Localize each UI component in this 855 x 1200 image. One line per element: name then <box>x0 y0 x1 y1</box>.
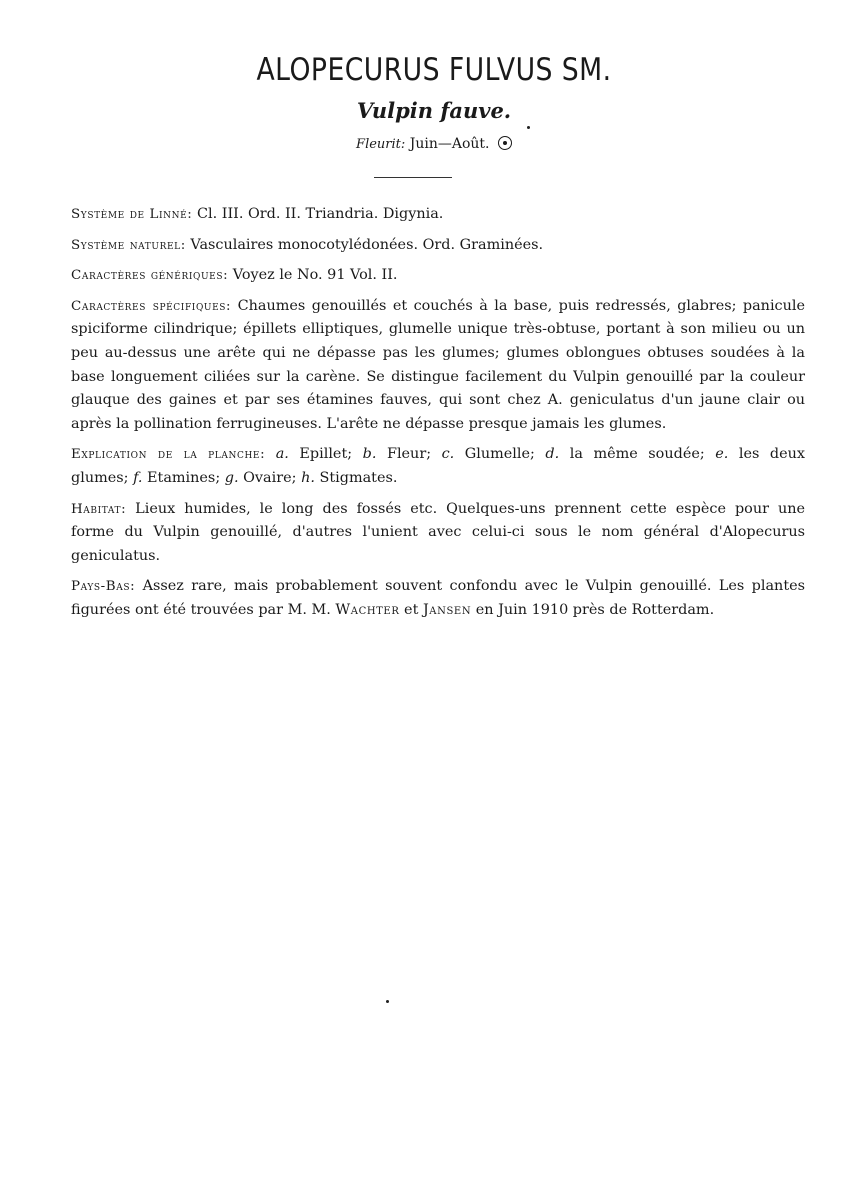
section-label: Pays-Bas: <box>71 579 136 595</box>
section-specifiques <box>71 295 805 437</box>
section-label: Explication de la planche: <box>71 447 266 463</box>
text-line: Caractères spécifiques: Chaumes genouillés et couchés à la base, puis redressés, glabres; panicule <box>71 297 806 314</box>
section-text: Vasculaires monocotylédonées. Ord. Graminées. <box>190 236 544 253</box>
section-naturel <box>71 234 805 258</box>
section-label: Habitat: <box>71 501 127 517</box>
text-line: geniculatus. <box>71 547 161 564</box>
section-text: Cl. III. Ord. II. Triandria. Digynia. <box>197 206 444 222</box>
text-line: glauque des gaines et par ses étamines fauves, qui sont chez A. geniculatus d'un jaune clair ou <box>71 392 805 409</box>
collector-name: Wachter <box>335 601 400 618</box>
section-label: Caractères génériques: <box>71 268 229 284</box>
species-title: ALOPECURUS FULVUS SM. <box>256 52 612 88</box>
flowering-label: Fleurit: <box>356 137 406 152</box>
text-line: Habitat: Lieux humides, le long des fossés etc. Quelques-uns prennent cette espèce pour une <box>71 500 806 517</box>
section-habitat <box>71 498 805 569</box>
description-body <box>71 203 805 630</box>
text-line: figurées ont été trouvées par M. M. Wachter et Jansen en Juin 1910 près de Rotterdam. <box>71 601 715 618</box>
collector-name: Jansen <box>422 601 472 618</box>
text-line: glumes; f. Etamines; g. Ovaire; h. Stigmates. <box>71 469 398 486</box>
section-label: Système naturel: <box>71 237 186 253</box>
text-line: Explication de la planche: a. Epillet; b. Fleur; c. Glumelle; d. la même soudée; e. les deux <box>71 446 806 463</box>
section-explication <box>71 443 805 490</box>
text-line: peu au-dessus une arête qui ne dépasse pas les glumes; glumes oblongues obtuses soudées à la <box>71 344 805 361</box>
section-label: Système de Linné: <box>71 207 193 222</box>
flowering-period <box>0 136 855 152</box>
text-line: base longuement ciliées sur la carène. Se distingue facilement du Vulpin genouillé par la couleur <box>71 368 805 385</box>
section-pays-bas <box>71 575 805 622</box>
ink-speck <box>527 126 530 129</box>
common-name: Vulpin fauve. <box>356 98 512 123</box>
flowering-value: Juin—Août. <box>409 136 490 152</box>
section-linne <box>71 203 805 227</box>
section-text: Voyez le No. 91 Vol. II. <box>232 267 398 284</box>
section-label: Caractères spécifiques: <box>71 298 232 314</box>
text-line: spiciforme cilindrique; épillets elliptiques, glumelle unique très-obtuse, portant à son milieu ou un <box>71 321 805 338</box>
section-generiques <box>71 264 805 288</box>
ink-speck <box>386 1000 389 1003</box>
text-line: Pays-Bas: Assez rare, mais probablement souvent confondu avec le Vulpin genouillé. Les plantes <box>71 578 806 595</box>
title-divider <box>374 177 452 178</box>
text-line: après la pollination ferrugineuses. L'arête ne dépasse presque jamais les glumes. <box>71 415 667 432</box>
text-line: forme du Vulpin genouillé, d'autres l'unient avec celui-ci sous le nom général d'Alopecurus <box>71 524 805 541</box>
annual-symbol-icon <box>498 136 512 150</box>
